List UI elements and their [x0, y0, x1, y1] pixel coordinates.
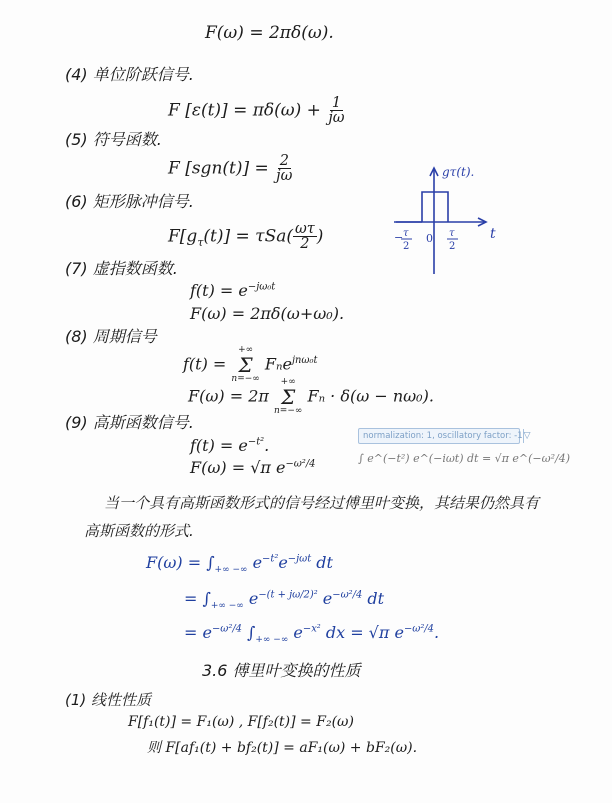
- derivation-step1: [146, 554, 333, 576]
- g3-int: ∫: [241, 623, 256, 642]
- g3-mid: dx = √π e: [320, 623, 404, 642]
- eq-gaussian-freq: [190, 459, 315, 477]
- heading-unit-step: (4) 单位阶跃信号.: [65, 65, 194, 84]
- chevron-down-icon[interactable]: ▽: [523, 431, 531, 441]
- eq4-lhs: F [ε(t)] = πδ(ω) +: [168, 100, 327, 121]
- eq9a-end: .: [264, 436, 270, 455]
- heading-gaussian: (9) 高斯函数信号.: [65, 413, 194, 432]
- eq8a-lhs: f(t) =: [183, 354, 232, 374]
- eq4-frac: [326, 96, 346, 126]
- calculator-options-text: normalization: 1, oscillatory factor: -1: [363, 431, 523, 441]
- eq6-num: ωτ: [295, 221, 315, 237]
- eq8b-rhs: Fₙ · δ(ω − nω₀).: [302, 386, 434, 406]
- eq8a-bot: n=−∞: [231, 374, 260, 384]
- eq-unit-step: [168, 96, 347, 126]
- derivation-step2: [184, 590, 384, 612]
- eq6-frac: [293, 222, 317, 252]
- g2-lim: +∞ −∞: [210, 601, 244, 612]
- eq9a-lhs: f(t) = e: [190, 436, 248, 455]
- g2-sup2: −ω²/4: [332, 589, 363, 601]
- eq6-rhs: ): [316, 226, 324, 247]
- heading-linearity: (1) 线性性质: [65, 691, 152, 709]
- integral-reference-formula: ∫ e^(−t²) e^(−iωt) dt = √π e^(−ω²/4): [358, 452, 571, 465]
- eq6-den: 2: [300, 236, 310, 253]
- eq-linearity-given: F[f₁(t)] = F₁(ω) , F[f₂(t)] = F₂(ω): [128, 714, 354, 730]
- eq-linearity-result: 则 F[af₁(t) + bf₂(t)] = aF₁(ω) + bF₂(ω).: [147, 740, 418, 756]
- g3-sup1: −ω²/4: [211, 623, 242, 635]
- g3-lhs: = e: [184, 623, 212, 642]
- pulse-shape: [422, 192, 448, 222]
- tick-neg-num: τ: [403, 228, 409, 239]
- g1-end: dt: [311, 553, 333, 572]
- derivation-step3: [184, 624, 439, 646]
- g3-end: .: [433, 623, 440, 642]
- g3-body: e: [288, 623, 303, 642]
- tick-zero: 0: [426, 232, 433, 245]
- g2-e2: e: [322, 589, 333, 608]
- g1-sup1: −t²: [262, 553, 279, 565]
- eq6-sub: τ: [197, 235, 204, 249]
- graph-ylabel: gτ(t).: [442, 165, 475, 179]
- eq8a-rhs: Fₙe: [259, 354, 292, 374]
- eq9b-lhs: F(ω) = √π e: [190, 458, 286, 477]
- calculator-options-dropdown[interactable]: [358, 428, 531, 444]
- eq8a-sup: jnω₀t: [291, 355, 318, 367]
- eq8b-sum: [274, 378, 302, 416]
- g2-sup1: −(t + jω/2)²: [258, 589, 318, 601]
- eq4-den: jω: [328, 110, 345, 127]
- eq-constant-transform: F(ω) = 2πδ(ω).: [205, 23, 334, 43]
- tick-pos-num: τ: [449, 228, 455, 239]
- eq-imag-exp-freq: F(ω) = 2πδ(ω+ω₀).: [190, 304, 345, 323]
- eq5-lhs: F [sgn(t)] =: [168, 158, 275, 179]
- rect-pulse-graph: [386, 158, 502, 278]
- section-title: 3.6 傅里叶变换的性质: [202, 661, 361, 680]
- g1-body: e: [247, 553, 263, 572]
- eq8b-top: +∞: [280, 377, 296, 387]
- g1-lhs: F(ω) = ∫: [146, 553, 215, 572]
- heading-imag-exponential: (7) 虚指数函数.: [65, 259, 178, 278]
- eq8b-lhs: F(ω) = 2π: [188, 386, 274, 406]
- eq8a-sig: Σ: [238, 353, 253, 377]
- eq-sign-function: [168, 154, 294, 184]
- tick-neg-sign: −: [394, 231, 404, 244]
- eq8b-bot: n=−∞: [274, 406, 303, 416]
- g3-lim: +∞ −∞: [255, 635, 289, 646]
- g3-sup3: −ω²/4: [403, 623, 434, 635]
- eq7a-sup: −jω₀t: [247, 281, 276, 293]
- eq5-frac: [274, 154, 294, 184]
- tick-pos-den: 2: [449, 241, 456, 252]
- g3-sup2: −x²: [302, 623, 321, 635]
- eq8a-top: +∞: [238, 345, 254, 355]
- eq-gaussian-time: [190, 437, 269, 455]
- eq-periodic-freq: [188, 378, 434, 416]
- eq6-lhs: F[g: [168, 226, 198, 247]
- g1-lim: +∞ −∞: [214, 565, 248, 576]
- eq-imag-exp-time: [190, 282, 275, 300]
- eq9b-sup: −ω²/4: [285, 458, 316, 470]
- eq7a-lhs: f(t) = e: [190, 281, 248, 300]
- g1-e2: e: [278, 553, 288, 572]
- eq5-den: jω: [276, 168, 293, 185]
- graph-xlabel: t: [490, 226, 496, 242]
- eq5-num: 2: [279, 153, 289, 169]
- g2-body: e: [243, 589, 259, 608]
- eq4-num: 1: [331, 95, 342, 111]
- heading-sign-function: (5) 符号函数.: [65, 130, 162, 149]
- tick-neg-den: 2: [403, 241, 410, 252]
- g2-lhs: = ∫: [184, 589, 211, 608]
- g1-sup2: −jωt: [287, 553, 312, 565]
- eq-rect-pulse: [168, 222, 323, 252]
- g2-end: dt: [362, 589, 385, 608]
- eq6-mid: (t)] = τSa(: [203, 226, 294, 247]
- heading-periodic: (8) 周期信号: [65, 327, 157, 346]
- eq9a-sup: −t²: [247, 436, 265, 448]
- gaussian-remark-line2: 高斯函数的形式.: [84, 522, 194, 540]
- eq8b-sig: Σ: [281, 385, 296, 409]
- gaussian-remark-line1: 当一个具有高斯函数形式的信号经过傅里叶变换，其结果仍然具有: [104, 494, 540, 512]
- heading-rect-pulse: (6) 矩形脉冲信号.: [65, 192, 194, 211]
